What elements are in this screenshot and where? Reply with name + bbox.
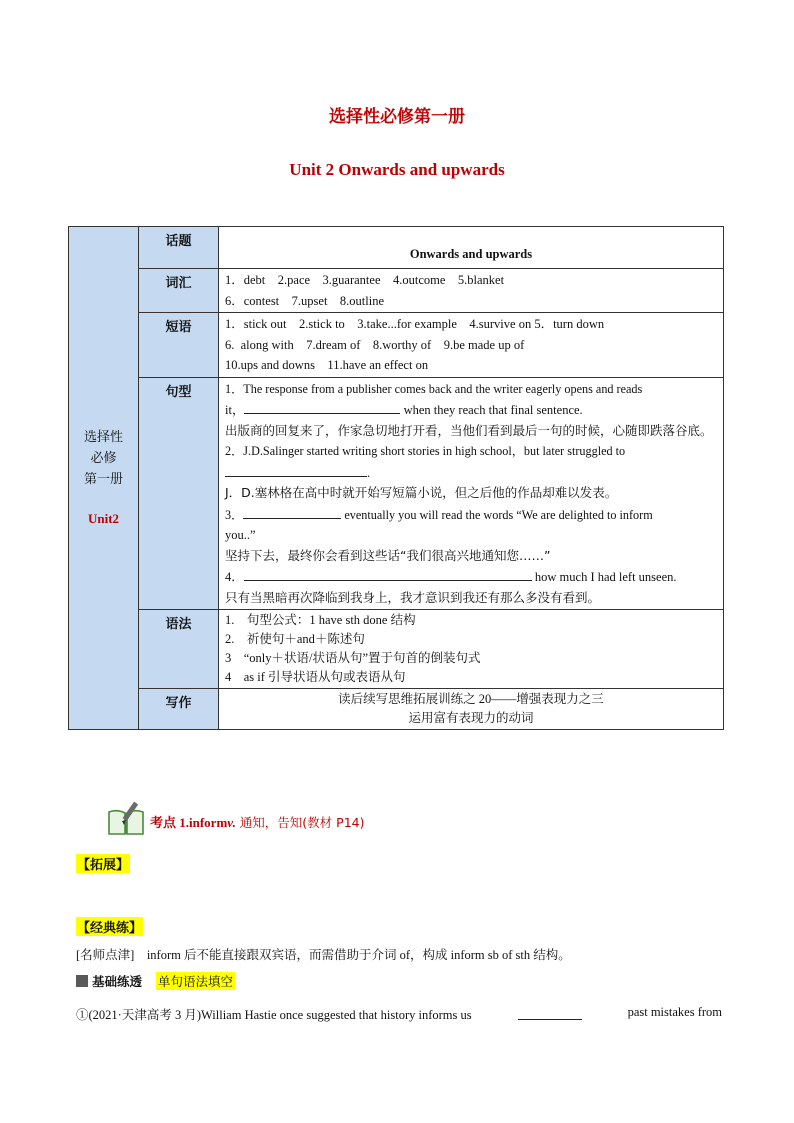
sentence-2-suffix: . (367, 465, 371, 480)
jichu-tag: 单句语法填空 (158, 974, 234, 989)
kaodian-pos: v. (227, 815, 236, 830)
vocab-line: 6．contest 7.upset 8.outline (225, 293, 385, 308)
question-1 (76, 1005, 722, 1023)
sentence-1-line-b (225, 399, 717, 421)
question-1-suffix: past mistakes from (627, 1005, 722, 1019)
sentence-2-line-b (225, 462, 717, 484)
phrase-cell (219, 313, 724, 378)
grammar-item: 4 as if 引导状语从句或表语从句 (225, 670, 406, 684)
writing-line: 读后续写思维拓展训练之 20——增强表现力之三 (338, 692, 604, 706)
sentence-2-cn: J．D.塞林格在高中时就开始写短篇小说，但之后他的作品却难以发表。 (225, 485, 618, 500)
answer-blank[interactable] (518, 1005, 582, 1020)
side-line: 选择性 (83, 430, 123, 445)
writing-line: 运用富有表现力的动词 (408, 711, 534, 725)
page-title: 选择性必修第一册 (329, 107, 465, 127)
sentence-3-prefix: 3． (225, 507, 244, 522)
sentence-4-prefix: 4． (225, 570, 244, 584)
side-unit: Unit2 (87, 511, 120, 526)
vocab-label: 词汇 (139, 269, 219, 313)
answer-blank[interactable] (244, 566, 532, 581)
section-tuozhan: 【拓展】 (76, 854, 130, 873)
grammar-label: 语法 (139, 610, 219, 689)
sentence-1-prefix: it， (225, 403, 245, 417)
book-pen-icon (106, 800, 146, 836)
grammar-item: 3 “only＋状语/状语从句”置于句首的倒装句式 (225, 651, 481, 665)
answer-blank[interactable] (243, 504, 341, 519)
unit-overview-table (68, 226, 724, 730)
topic-cell (219, 227, 724, 269)
sentence-3-line-b: you..” (225, 528, 256, 542)
sentence-cell (219, 377, 724, 610)
section-jingdian: 【经典练】 (76, 917, 143, 936)
side-line: 必修 (90, 451, 117, 466)
sentence-3-cn: 坚持下去，最终你会看到这些话“我们很高兴地通知您……” (225, 547, 551, 563)
sentence-3-line-a (225, 504, 717, 526)
sentence-2-line-a: 2．J.D.Salinger started writing short stories in high school，but later struggled to (225, 444, 626, 458)
phrase-line: 6. along with 7.dream of 8.worthy of 9.be made up of (225, 337, 525, 352)
writing-label: 写作 (139, 689, 219, 730)
grammar-item: 1. 句型公式：1 have sth done 结构 (225, 613, 416, 627)
sentence-1-line-a: 1．The response from a publisher comes back and the writer eagerly opens and reads (225, 381, 643, 396)
vocab-cell (219, 269, 724, 313)
sentence-4-line (225, 566, 717, 588)
writing-cell (219, 689, 724, 730)
vocab-line: 1．debt 2.pace 3.guarantee 4.outcome 5.blanket (225, 273, 505, 287)
answer-blank[interactable] (225, 462, 367, 477)
question-1-prefix: ①(2021·天津高考 3 月)William Hastie once suggested that history informs us (76, 1008, 472, 1022)
side-line: 第一册 (83, 472, 123, 487)
topic-text: Onwards and upwards (409, 247, 533, 261)
phrase-line: 10.ups and downs 11.have an effect on (225, 358, 429, 372)
teacher-tip: [名师点津] inform 后不能直接跟双宾语，而需借助于介词 of，构成 inform sb of sth 结构。 (76, 948, 571, 962)
sentence-label: 句型 (139, 377, 219, 610)
grammar-cell (219, 610, 724, 689)
phrase-line: 1．stick out 2.stick to 3.take...for example 4.survive on 5．turn down (225, 317, 605, 331)
jichu-label: 基础练透 (92, 974, 143, 989)
sentence-4-suffix: how much I had left unseen. (531, 570, 677, 584)
sentence-4-cn: 只有当黑暗再次降临到我身上，我才意识到我还有那么多没有看到。 (225, 589, 601, 605)
phrase-label: 短语 (139, 313, 219, 378)
grammar-item: 2. 祈使句＋and＋陈述句 (225, 632, 365, 646)
kaodian-gloss: 通知，告知(教材 P14) (235, 815, 365, 830)
sentence-1-cn: 出版商的回复来了，作家急切地打开看，当他们看到最后一句的时候，心随即跌落谷底。 (225, 422, 713, 438)
unit-title: Unit 2 Onwards and upwards (289, 160, 505, 179)
sentence-1-suffix: when they reach that final sentence. (400, 403, 583, 417)
kaodian-text (150, 812, 550, 831)
sentence-3-suffix: eventually you will read the words “We are delighted to inform (341, 507, 653, 522)
kaodian-label: 考点 1.inform (150, 815, 228, 830)
square-icon (76, 975, 88, 987)
jichu-heading (76, 972, 235, 990)
side-column (69, 227, 139, 730)
answer-blank[interactable] (244, 399, 400, 414)
topic-label: 话题 (139, 227, 219, 269)
